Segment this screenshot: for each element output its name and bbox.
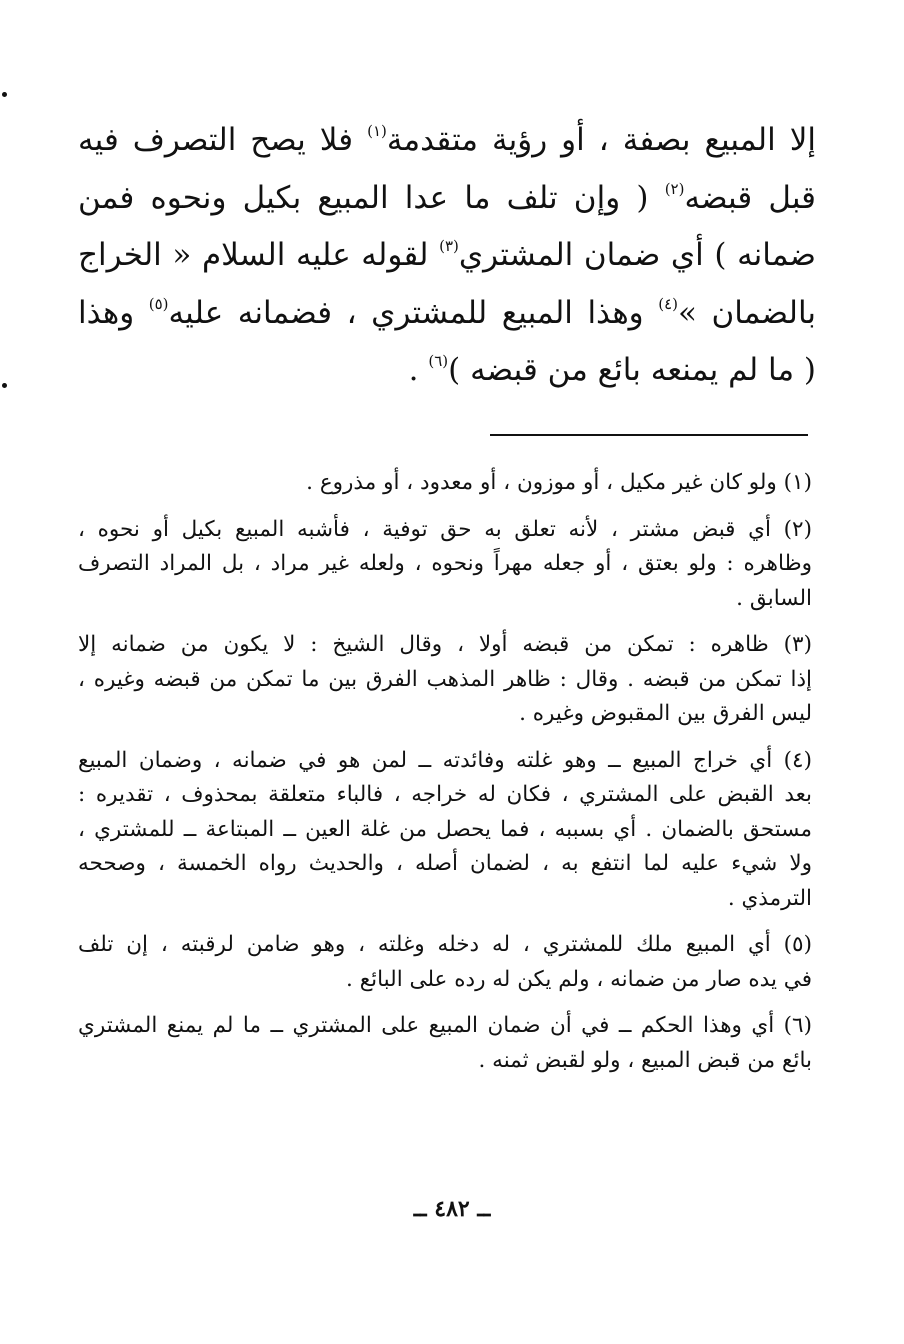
edge-dot <box>2 383 7 388</box>
page-number: ــ ٤٨٢ ــ <box>413 1196 491 1222</box>
main-line-3: ضمانه ) أي ضمان المشتري$^{(٣)}$ لقوله عليه السلام « الخراج <box>78 237 817 273</box>
footnote-line: إذا تمكن من قبضه . وقال : ظاهر المذهب الفرق بين ما تمكن من قبضه وغيره ، <box>78 666 812 692</box>
footnote-divider <box>490 434 808 436</box>
footnote-2 <box>78 513 812 617</box>
footnote-5 <box>78 928 812 997</box>
footnote-ref-5[interactable]: (٥) <box>148 294 169 313</box>
footnote-ref-3[interactable]: (٣) <box>439 237 459 255</box>
footnote-1 <box>78 466 812 501</box>
main-line-1: إلا المبيع بصفة ، أو رؤية متقدمة$^{(١)}$ فلا يصح التصرف فيه <box>78 122 816 158</box>
footnote-line: ليس الفرق بين المقبوض وغيره . <box>519 701 812 726</box>
footnote-line: بائع من قبض المبيع ، ولو لقبض ثمنه . <box>478 1047 812 1073</box>
footnote-ref-1[interactable]: (١) <box>367 122 387 140</box>
footnote-6 <box>78 1009 812 1078</box>
footnote-line: بعد القبض على المشتري ، فكان له خراجه ، فالباء متعلقة بمحذوف ، تقديره : <box>78 782 812 807</box>
footnote-ref-2[interactable]: (٢) <box>664 179 685 198</box>
main-line-2: قبل قبضه$^{(٢)}$ ( وإن تلف ما عدا المبيع بكيل ونحوه فمن <box>78 179 816 216</box>
footnote-line: (٣) ظاهره : تمكن من قبضه أولا ، وقال الشيخ : لا يكون من ضمانه إلا <box>78 632 812 657</box>
main-line-4: بالضمان »$^{(٤)}$ وهذا المبيع للمشتري ، فضمانه عليه$^{(٥)}$ وهذا <box>78 294 817 331</box>
footnote-line: وظاهره : ولو بعتق ، أو جعله مهراً ونحوه ، ولعله غير مراد ، بل المراد التصرف <box>78 551 812 576</box>
footnote-line: السابق . <box>736 585 812 611</box>
edge-dot <box>2 92 7 97</box>
footnote-line: (١) ولو كان غير مكيل ، أو موزون ، أو معدود ، أو مذروع . <box>306 470 812 495</box>
footnote-3 <box>78 628 812 732</box>
main-line-5: ( ما لم يمنعه بائع من قبضه )$^{(٦)}$ . <box>408 352 816 388</box>
footnote-line: (٤) أي خراج المبيع ــ وهو غلته وفائدته ــ لمن هو في ضمانه ، وضمان المبيع <box>78 747 812 773</box>
footnote-ref-6[interactable]: (٦) <box>428 352 449 370</box>
footnote-line: الترمذي . <box>727 885 812 911</box>
footnote-line: ولا شيء عليه لما انتفع به ، لضمان أصله ، والحديث رواه الخمسة ، وصححه <box>78 851 812 876</box>
main-text <box>78 112 816 400</box>
footnote-line: (٥) أي المبيع ملك للمشتري ، له دخله وغلته ، وهو ضامن لرقبته ، إن تلف <box>78 932 812 957</box>
footnote-line: (٢) أي قبض مشتر ، لأنه تعلق به حق توفية ، فأشبه المبيع بكيل أو نحوه ، <box>78 516 812 542</box>
footnote-line: في يده صار من ضمانه ، ولم يكن له رده على البائع . <box>346 966 812 992</box>
footnotes <box>78 466 812 1090</box>
footnote-ref-4[interactable]: (٤) <box>658 294 678 313</box>
footnote-line: مستحق بالضمان . أي بسببه ، فما يحصل من غلة العين ــ المبتاعة ــ للمشتري ، <box>78 816 812 842</box>
footnote-4 <box>78 744 812 917</box>
footnote-line: (٦) أي وهذا الحكم ــ في أن ضمان المبيع على المشتري ــ ما لم يمنع المشتري <box>78 1013 812 1038</box>
